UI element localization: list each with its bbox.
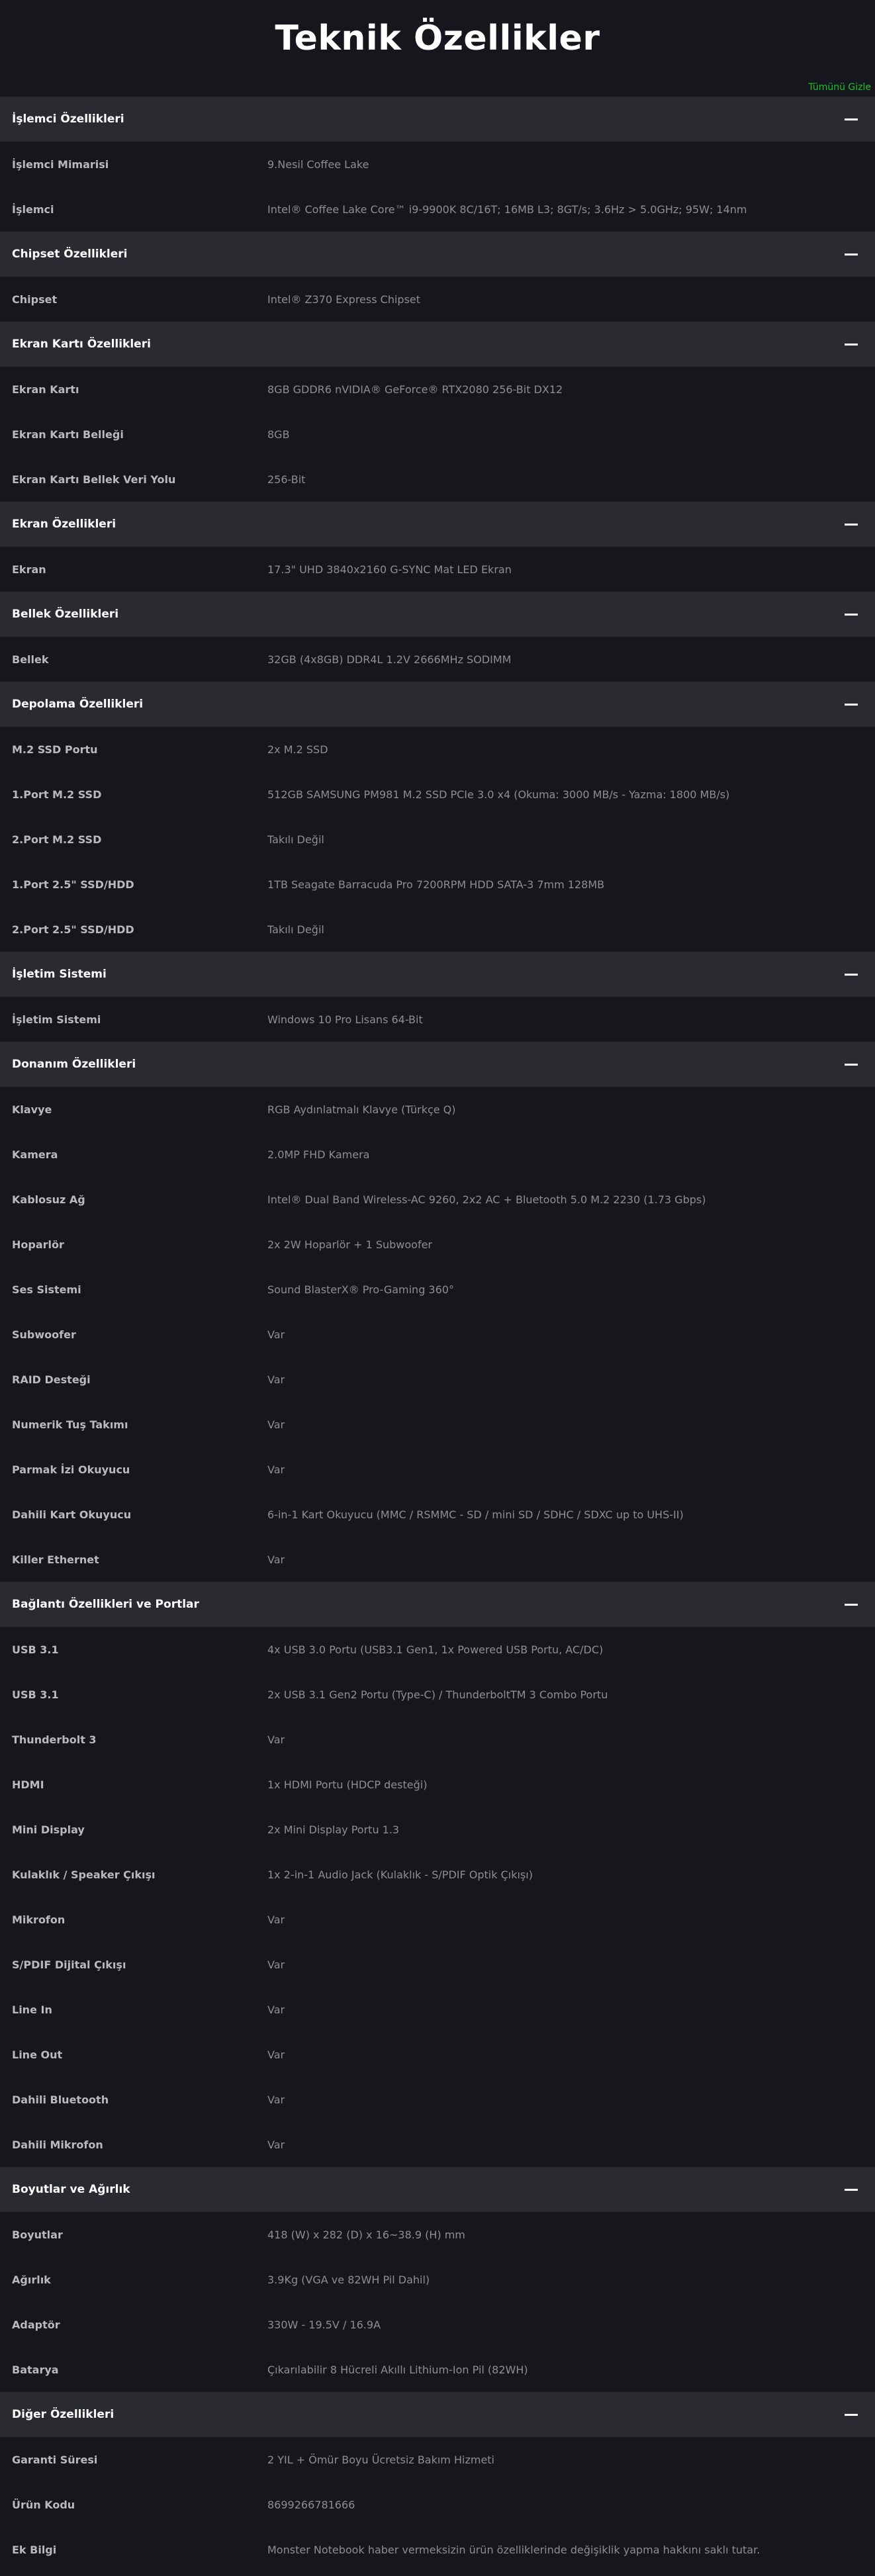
spec-label: Ekran Kartı Belleği <box>12 428 124 441</box>
section-header[interactable] <box>0 952 875 997</box>
spec-value: 2x USB 3.1 Gen2 Portu (Type-C) / ThunderboltTM 3 Combo Portu <box>267 1688 608 1701</box>
section-title: Bellek Özellikleri <box>12 608 119 621</box>
section-header[interactable] <box>0 592 875 637</box>
spec-label: Ağırlık <box>12 2273 51 2286</box>
spec-value: 330W - 19.5V / 16.9A <box>267 2318 381 2331</box>
spec-label: M.2 SSD Portu <box>12 743 98 756</box>
section-header[interactable] <box>0 502 875 547</box>
spec-value: Windows 10 Pro Lisans 64-Bit <box>267 1013 423 1026</box>
spec-row <box>0 1537 875 1582</box>
spec-row <box>0 1177 875 1222</box>
spec-value: 8GB <box>267 428 290 441</box>
spec-value: 17.3" UHD 3840x2160 G-SYNC Mat LED Ekran <box>267 563 512 576</box>
hide-all-link[interactable]: Tümünü Gizle <box>808 82 871 93</box>
spec-label: Mini Display <box>12 1823 85 1836</box>
spec-row <box>0 412 875 457</box>
spec-value: Var <box>267 1733 285 1746</box>
spec-label: HDMI <box>12 1778 44 1791</box>
section-header[interactable] <box>0 2392 875 2437</box>
spec-section <box>0 502 875 592</box>
spec-value: Var <box>267 1553 285 1566</box>
spec-value: 1TB Seagate Barracuda Pro 7200RPM HDD SATA-3 7mm 128MB <box>267 878 605 891</box>
spec-value: 256-Bit <box>267 473 306 486</box>
spec-section <box>0 2167 875 2392</box>
spec-section <box>0 682 875 952</box>
spec-row <box>0 2032 875 2077</box>
spec-section <box>0 232 875 322</box>
spec-row <box>0 1087 875 1132</box>
spec-row <box>0 2527 875 2572</box>
spec-value: Var <box>267 2003 285 2016</box>
spec-sections <box>0 97 875 2572</box>
spec-row <box>0 2257 875 2302</box>
spec-row <box>0 2212 875 2257</box>
spec-row <box>0 1267 875 1312</box>
spec-value: 8GB GDDR6 nVIDIA® GeForce® RTX2080 256-Bit DX12 <box>267 383 563 396</box>
spec-label: S/PDIF Dijital Çıkışı <box>12 1958 126 1971</box>
spec-label: Kablosuz Ağ <box>12 1193 85 1206</box>
collapse-minus-icon[interactable] <box>845 118 858 120</box>
section-title: Ekran Özellikleri <box>12 518 116 531</box>
spec-row <box>0 1852 875 1897</box>
spec-row <box>0 727 875 772</box>
collapse-minus-icon[interactable] <box>845 974 858 976</box>
collapse-minus-icon[interactable] <box>845 524 858 526</box>
spec-value: 1x HDMI Portu (HDCP desteği) <box>267 1778 428 1791</box>
spec-label: Killer Ethernet <box>12 1553 99 1566</box>
spec-value: 3.9Kg (VGA ve 82WH Pil Dahil) <box>267 2273 430 2286</box>
section-header[interactable] <box>0 97 875 142</box>
section-title: Donanım Özellikleri <box>12 1058 136 1071</box>
spec-row <box>0 547 875 592</box>
spec-section <box>0 322 875 502</box>
spec-value: 9.Nesil Coffee Lake <box>267 158 369 171</box>
spec-row <box>0 1717 875 1762</box>
spec-row <box>0 2077 875 2122</box>
spec-value: 2x 2W Hoparlör + 1 Subwoofer <box>267 1238 433 1251</box>
spec-label: 1.Port M.2 SSD <box>12 788 102 801</box>
spec-value: Intel® Z370 Express Chipset <box>267 293 421 306</box>
spec-section <box>0 952 875 1042</box>
spec-value: 418 (W) x 282 (D) x 16~38.9 (H) mm <box>267 2228 465 2241</box>
spec-label: Dahili Mikrofon <box>12 2138 103 2151</box>
spec-label: Bellek <box>12 653 49 666</box>
section-header[interactable] <box>0 2167 875 2212</box>
spec-label: Kamera <box>12 1148 58 1161</box>
collapse-minus-icon[interactable] <box>845 2189 858 2191</box>
spec-label: Ekran Kartı <box>12 383 79 396</box>
spec-value: 2 YIL + Ömür Boyu Ücretsiz Bakım Hizmeti <box>267 2453 494 2466</box>
collapse-minus-icon[interactable] <box>845 253 858 255</box>
spec-row <box>0 1897 875 1942</box>
spec-value: Sound BlasterX® Pro-Gaming 360° <box>267 1283 454 1296</box>
spec-row <box>0 1402 875 1447</box>
spec-value: 6-in-1 Kart Okuyucu (MMC / RSMMC - SD / mini SD / SDHC / SDXC up to UHS-II) <box>267 1508 684 1521</box>
collapse-minus-icon[interactable] <box>845 1064 858 1066</box>
spec-label: Hoparlör <box>12 1238 64 1251</box>
spec-label: Dahili Kart Okuyucu <box>12 1508 132 1521</box>
spec-row <box>0 1447 875 1492</box>
spec-label: USB 3.1 <box>12 1643 59 1656</box>
section-header[interactable] <box>0 1042 875 1087</box>
spec-label: Kulaklık / Speaker Çıkışı <box>12 1868 156 1881</box>
spec-label: Ekran <box>12 563 46 576</box>
spec-row <box>0 1627 875 1672</box>
spec-row <box>0 1942 875 1987</box>
spec-value: 2x Mini Display Portu 1.3 <box>267 1823 400 1836</box>
spec-row <box>0 2482 875 2527</box>
spec-label: Chipset <box>12 293 58 306</box>
spec-label: İşlemci <box>12 203 54 216</box>
section-title: Diğer Özellikleri <box>12 2408 115 2421</box>
spec-row <box>0 1357 875 1402</box>
spec-row <box>0 1672 875 1717</box>
spec-value: 4x USB 3.0 Portu (USB3.1 Gen1, 1x Powered USB Portu, AC/DC) <box>267 1643 604 1656</box>
spec-label: Ürün Kodu <box>12 2498 75 2511</box>
section-header[interactable] <box>0 1582 875 1627</box>
spec-label: Klavye <box>12 1103 52 1116</box>
spec-value: Var <box>267 2048 285 2061</box>
spec-row <box>0 1762 875 1807</box>
spec-section <box>0 97 875 232</box>
spec-label: Ek Bilgi <box>12 2543 57 2556</box>
spec-value: Var <box>267 2138 285 2151</box>
spec-row <box>0 187 875 232</box>
spec-value: Intel® Dual Band Wireless-AC 9260, 2x2 AC + Bluetooth 5.0 M.2 2230 (1.73 Gbps) <box>267 1193 706 1206</box>
spec-section <box>0 2392 875 2572</box>
spec-label: Parmak İzi Okuyucu <box>12 1463 130 1476</box>
spec-row <box>0 997 875 1042</box>
spec-row <box>0 1312 875 1357</box>
spec-value: 2.0MP FHD Kamera <box>267 1148 370 1161</box>
section-title: İşletim Sistemi <box>12 968 107 981</box>
spec-row <box>0 862 875 907</box>
spec-label: Dahili Bluetooth <box>12 2093 109 2106</box>
spec-value: Var <box>267 2093 285 2106</box>
spec-value: Var <box>267 1328 285 1341</box>
spec-row <box>0 2122 875 2167</box>
spec-row <box>0 277 875 322</box>
section-header[interactable] <box>0 232 875 277</box>
spec-label: Mikrofon <box>12 1913 66 1926</box>
spec-row <box>0 457 875 502</box>
spec-row <box>0 2302 875 2347</box>
spec-value: Var <box>267 1958 285 1971</box>
spec-label: Garanti Süresi <box>12 2453 98 2466</box>
spec-value: Var <box>267 1913 285 1926</box>
page-title: Teknik Özellikler <box>275 19 600 58</box>
spec-value: Var <box>267 1373 285 1386</box>
section-title: Bağlantı Özellikleri ve Portlar <box>12 1598 199 1611</box>
spec-label: Ses Sistemi <box>12 1283 81 1296</box>
spec-label: Numerik Tuş Takımı <box>12 1418 128 1431</box>
spec-value: RGB Aydınlatmalı Klavye (Türkçe Q) <box>267 1103 456 1116</box>
spec-row <box>0 367 875 412</box>
spec-value: Takılı Değil <box>267 923 324 936</box>
spec-value: 32GB (4x8GB) DDR4L 1.2V 2666MHz SODIMM <box>267 653 512 666</box>
spec-value: 512GB SAMSUNG PM981 M.2 SSD PCIe 3.0 x4 (Okuma: 3000 MB/s - Yazma: 1800 MB/s) <box>267 788 730 801</box>
spec-label: 2.Port 2.5" SSD/HDD <box>12 923 134 936</box>
spec-value: 1x 2-in-1 Audio Jack (Kulaklık - S/PDIF Optik Çıkışı) <box>267 1868 533 1881</box>
collapse-minus-icon[interactable] <box>845 344 858 345</box>
spec-value: Var <box>267 1418 285 1431</box>
collapse-minus-icon[interactable] <box>845 1604 858 1606</box>
section-title: Boyutlar ve Ağırlık <box>12 2183 130 2196</box>
spec-label: Thunderbolt 3 <box>12 1733 97 1746</box>
spec-label: Line In <box>12 2003 52 2016</box>
spec-row <box>0 772 875 817</box>
section-title: Ekran Kartı Özellikleri <box>12 338 151 351</box>
spec-row <box>0 637 875 682</box>
section-title: Chipset Özellikleri <box>12 248 128 261</box>
section-title: İşlemci Özellikleri <box>12 113 124 126</box>
spec-label: İşletim Sistemi <box>12 1013 101 1026</box>
spec-label: USB 3.1 <box>12 1688 59 1701</box>
section-header[interactable] <box>0 682 875 727</box>
spec-section <box>0 592 875 682</box>
spec-label: Boyutlar <box>12 2228 63 2241</box>
spec-row <box>0 1132 875 1177</box>
spec-row <box>0 817 875 862</box>
spec-value: Monster Notebook haber vermeksizin ürün özelliklerinde değişiklik yapma hakkını saklı tutar. <box>267 2543 760 2556</box>
spec-label: Ekran Kartı Bellek Veri Yolu <box>12 473 176 486</box>
spec-label: Batarya <box>12 2363 59 2376</box>
spec-row <box>0 907 875 952</box>
spec-value: Intel® Coffee Lake Core™ i9-9900K 8C/16T; 16MB L3; 8GT/s; 3.6Hz > 5.0GHz; 95W; 14nm <box>267 203 747 216</box>
spec-value: 2x M.2 SSD <box>267 743 328 756</box>
spec-section <box>0 1042 875 1582</box>
section-header[interactable] <box>0 322 875 367</box>
spec-row <box>0 1222 875 1267</box>
spec-label: 1.Port 2.5" SSD/HDD <box>12 878 134 891</box>
spec-row <box>0 1987 875 2032</box>
spec-label: Line Out <box>12 2048 63 2061</box>
spec-value: 8699266781666 <box>267 2498 355 2511</box>
collapse-minus-icon[interactable] <box>845 614 858 616</box>
section-title: Depolama Özellikleri <box>12 698 144 711</box>
spec-value: Çıkarılabilir 8 Hücreli Akıllı Lithium-Ion Pil (82WH) <box>267 2363 528 2376</box>
spec-row <box>0 1807 875 1852</box>
spec-value: Var <box>267 1463 285 1476</box>
spec-label: İşlemci Mimarisi <box>12 158 109 171</box>
spec-value: Takılı Değil <box>267 833 324 846</box>
spec-label: 2.Port M.2 SSD <box>12 833 102 846</box>
spec-row <box>0 2347 875 2392</box>
spec-row <box>0 1492 875 1537</box>
toggle-row <box>0 62 875 97</box>
spec-section <box>0 1582 875 2167</box>
spec-label: Subwoofer <box>12 1328 76 1341</box>
spec-row <box>0 2437 875 2482</box>
spec-label: Adaptör <box>12 2318 60 2331</box>
collapse-minus-icon[interactable] <box>845 704 858 706</box>
collapse-minus-icon[interactable] <box>845 2414 858 2416</box>
spec-label: RAID Desteği <box>12 1373 91 1386</box>
spec-row <box>0 142 875 187</box>
